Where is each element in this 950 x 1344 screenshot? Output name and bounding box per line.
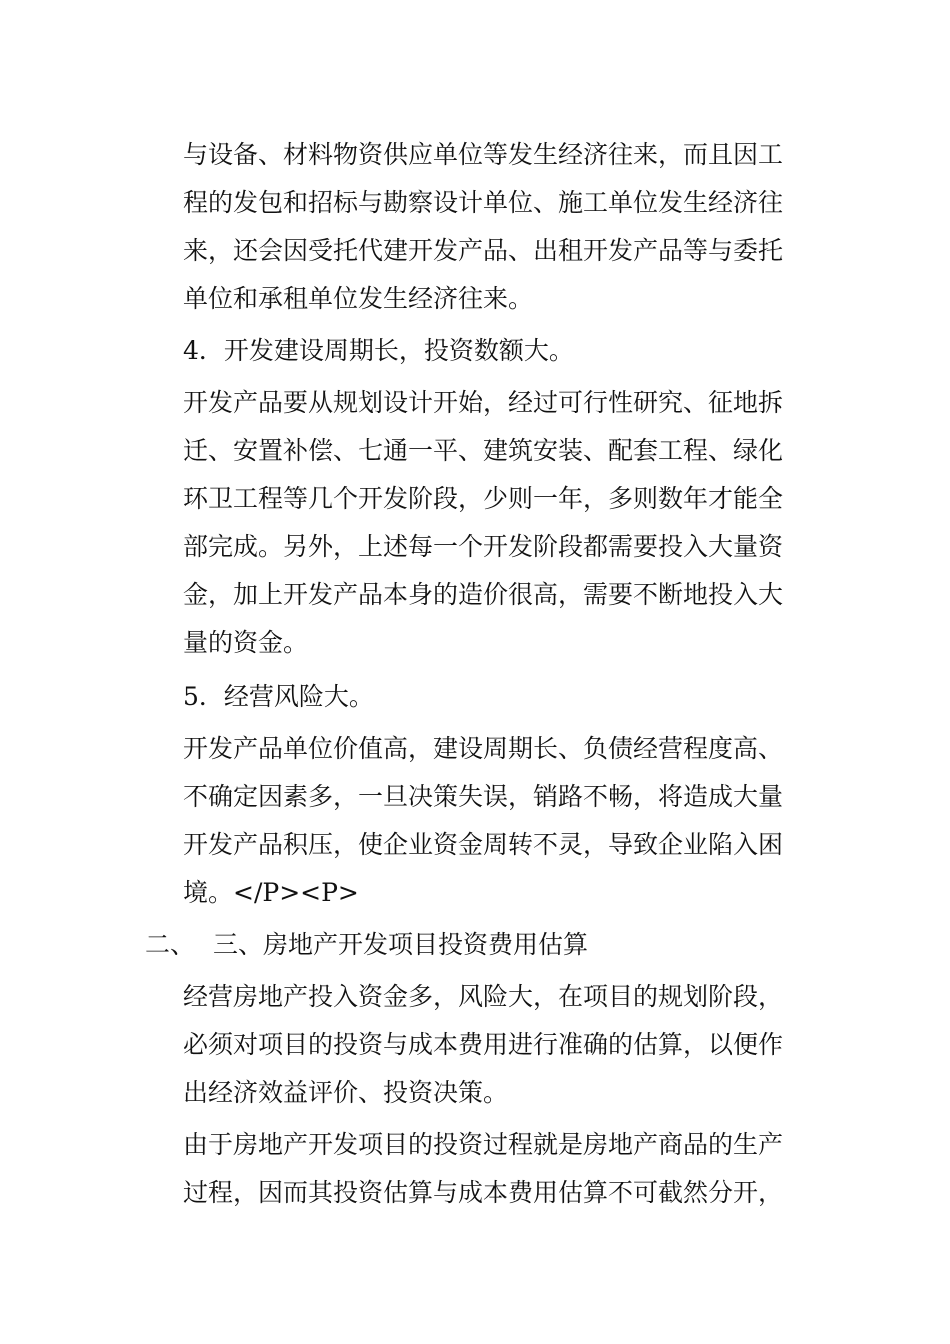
paragraph-4-line-1: 经营房地产投入资金多，风险大，在项目的规划阶段， [183,982,784,1011]
paragraph-2-line-1: 开发产品要从规划设计开始，经过可行性研究、征地拆 [183,388,784,417]
paragraph-3-line-4: 境。</P><P> [183,878,359,907]
paragraph-1-line-3: 来，还会因受托代建开发产品、出租开发产品等与委托 [183,236,784,265]
paragraph-2-line-3: 环卫工程等几个开发阶段，少则一年，多则数年才能全 [183,484,784,513]
item-5-title: 5．经营风险大。 [183,682,374,711]
item-4-title: 4．开发建设周期长，投资数额大。 [183,336,574,365]
paragraph-4-line-2: 必须对项目的投资与成本费用进行准确的估算，以便作 [183,1030,784,1059]
paragraph-4-line-3: 出经济效益评价、投资决策。 [183,1078,509,1107]
paragraph-5-line-2: 过程，因而其投资估算与成本费用估算不可截然分开， [183,1178,784,1207]
paragraph-3-line-1: 开发产品单位价值高，建设周期长、负债经营程度高、 [183,734,784,763]
section-title: 三、房地产开发项目投资费用估算 [213,930,589,959]
paragraph-3-line-3: 开发产品积压，使企业资金周转不灵，导致企业陷入困 [183,830,784,859]
section-marker: 二、 [145,930,196,959]
paragraph-5-line-1: 由于房地产开发项目的投资过程就是房地产商品的生产 [183,1130,784,1159]
paragraph-2-line-2: 迁、安置补偿、七通一平、建筑安装、配套工程、绿化 [183,436,784,465]
paragraph-3-line-2: 不确定因素多，一旦决策失误，销路不畅，将造成大量 [183,782,784,811]
paragraph-2-line-6: 量的资金。 [183,628,309,657]
paragraph-2-line-5: 金，加上开发产品本身的造价很高，需要不断地投入大 [183,580,784,609]
paragraph-1-line-4: 单位和承租单位发生经济往来。 [183,284,534,313]
paragraph-1-line-2: 程的发包和招标与勘察设计单位、施工单位发生经济往 [183,188,784,217]
paragraph-2-line-4: 部完成。另外，上述每一个开发阶段都需要投入大量资 [183,532,784,561]
paragraph-1-line-1: 与设备、材料物资供应单位等发生经济往来，而且因工 [183,140,784,169]
